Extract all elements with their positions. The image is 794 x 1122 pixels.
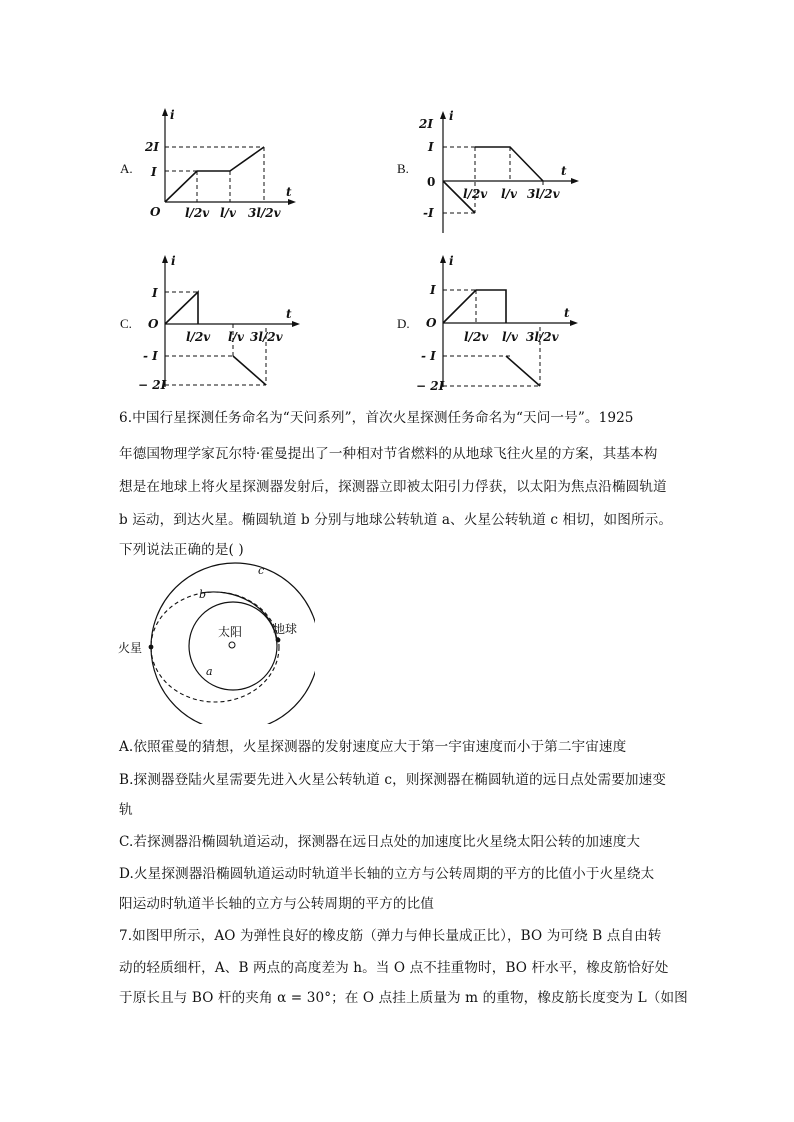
orbit-c-label: c [258,564,265,577]
q6-line-5: 下列说法正确的是( ) [119,542,244,558]
graph-c-xtick-2: l/v [228,330,244,344]
graph-a-axis-i: i [170,108,175,122]
q7-line-2: 动的轻质细杆，A、B 两点的高度差为 h。当 O 点不挂重物时，BO 杆水平，橡皮筋恰好处 [119,960,669,976]
graph-b [415,108,585,238]
graph-c-ytick-neg-2i: − 2I [138,378,167,392]
graph-c-plot-2 [233,356,266,385]
graph-a-y-arrow [162,108,168,116]
q6-line-3: 想是在地球上将火星探测器发射后，探测器立即被太阳引力俘获，以太阳为焦点沿椭圆轨道 [119,479,667,495]
graph-a-xtick-3: 3l/2v [248,206,281,220]
graph-a-axis-t: t [286,185,292,199]
graph-d-origin: O [426,316,437,330]
q6-line-4: b 运动，到达火星。椭圆轨道 b 分别与地球公转轨道 a、火星公转轨道 c 相切，如图所示。 [119,512,673,528]
graph-d-x-arrow [570,320,578,326]
graph-a-ytick-i: I [151,165,157,179]
graph-a-plot [165,147,264,202]
graph-c-axis-t: t [286,307,292,321]
graph-c-xtick-1: l/2v [186,330,211,344]
graph-b-xtick-1: l/2v [463,187,488,201]
graph-c-y-arrow [162,255,168,263]
earth-label: 地球 [273,622,298,636]
graph-c-plot-1 [165,292,198,324]
q6-option-c: C.若探测器沿椭圆轨道运动，探测器在远日点处的加速度比火星绕太阳公转的加速度大 [119,834,641,850]
graph-a-ytick-2i: 2I [145,140,159,154]
q6-option-a: A.依照霍曼的猜想，火星探测器的发射速度应大于第一宇宙速度而小于第二宇宙速度 [119,739,627,755]
option-letter-a: A. [120,161,133,176]
graph-c-x-arrow [292,321,300,327]
graph-d-xtick-1: l/2v [464,330,489,344]
orbit-a-label: a [206,665,213,678]
graph-b-ytick-2i: 2I [419,117,433,131]
graph-d-axis-t: t [564,306,570,320]
q6-option-d-cont: 阳运动时轨道半长轴的立方与公转周期的平方的比值 [119,896,434,912]
mars-dot [149,645,154,650]
mars-label: 火星 [118,641,143,655]
graph-a-x-arrow [288,199,296,205]
graph-c-ytick-i: I [152,286,158,300]
orbit-b-label: b [199,588,207,601]
graph-b-axis-i: i [449,109,454,123]
graph-b-xtick-3: 3l/2v [527,187,560,201]
graph-b-x-arrow [571,178,579,184]
graph-d-axis-i: i [449,254,454,268]
sun-label: 太阳 [218,625,243,639]
q6-line-1: 6.中国行星探测任务命名为“天问系列”，首次火星探测任务命名为“天问一号”。1925 [119,410,634,426]
earth-dot [276,638,281,643]
option-letter-d: D. [397,316,410,331]
graph-d [416,252,586,392]
graph-c [138,252,308,392]
graph-d-ytick-neg-2i: − 2I [416,379,445,392]
option-letter-b: B. [397,161,409,176]
graph-a-origin: O [150,205,161,219]
graph-c-axis-i: i [171,254,176,268]
graph-c-origin: O [148,317,159,331]
graph-c-xtick-3: 3l/2v [250,330,283,344]
q6-option-b: B.探测器登陆火星需要先进入火星公转轨道 c，则探测器在椭圆轨道的远日点处需要加速变 [119,772,667,788]
graph-b-xtick-2: l/v [501,187,517,201]
option-letter-c: C. [120,316,132,331]
graph-d-plot-2 [506,356,540,386]
graph-c-ytick-neg-i: - I [143,349,158,363]
sun-marker [229,642,235,648]
graph-d-xtick-3: 3l/2v [526,330,559,344]
graph-b-plot-2 [475,147,543,181]
graph-d-plot-1 [443,290,506,323]
graph-d-y-arrow [440,255,446,263]
q7-line-1: 7.如图甲所示，AO 为弹性良好的橡皮筋（弹力与伸长量成正比），BO 为可绕 B 点自由转 [119,928,662,944]
graph-b-origin: 0 [427,175,436,189]
graph-a-xtick-2: l/v [220,206,236,220]
graph-d-ytick-i: I [430,283,436,297]
orbit-diagram [115,562,315,724]
graph-d-ytick-neg-i: - I [421,349,436,363]
graph-b-axis-t: t [561,164,567,178]
graph-b-ytick-i: I [428,140,434,154]
graph-a [140,105,300,220]
q7-line-3: 于原长且与 BO 杆的夹角 α = 30°；在 O 点挂上质量为 m 的重物，橡皮筋长度变为 L（如图 [119,990,688,1006]
graph-b-y-arrow [440,111,446,119]
q6-option-b-cont: 轨 [119,802,133,818]
graph-a-xtick-1: l/2v [185,206,210,220]
graph-d-xtick-2: l/v [502,330,518,344]
q6-line-2: 年德国物理学家瓦尔特·霍曼提出了一种相对节省燃料的从地球飞往火星的方案，其基本构 [119,446,658,462]
q6-option-d: D.火星探测器沿椭圆轨道运动时轨道半长轴的立方与公转周期的平方的比值小于火星绕太 [119,866,655,882]
graph-b-ytick-neg-i: -I [423,206,434,220]
